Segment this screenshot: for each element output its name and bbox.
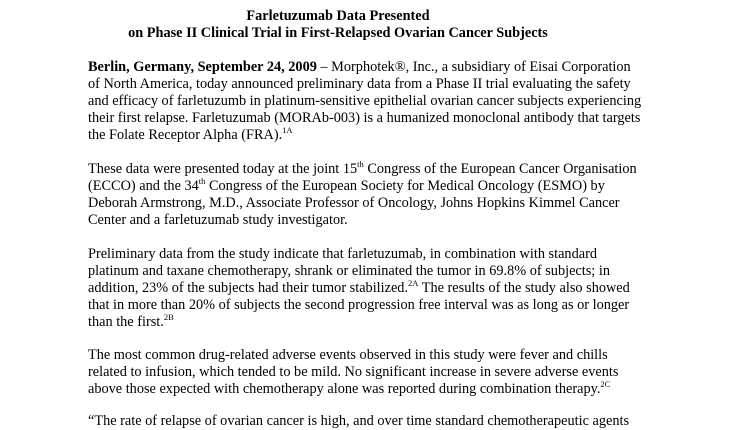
paragraph-5-line-1: “The rate of relapse of ovarian cancer is high, and over time standard chemotherapeutic agents	[88, 413, 630, 429]
paragraph-2-line-4: Center and a farletuzumab study investigator.	[88, 212, 348, 228]
footnote-ref-2c: 2C	[600, 379, 611, 389]
paragraph-2-line-2-text-a: (ECCO) and the 34	[88, 178, 199, 194]
paragraph-1-line-2: of North America, today announced preliminary data from a Phase II trial evaluating the safety	[88, 76, 631, 92]
paragraph-1-line-1-text: – Morphotek®, Inc., a subsidiary of Eisai Corporation	[316, 59, 631, 75]
paragraph-3-line-4: that in more than 20% of subjects the second progression free interval was as long as or longer	[88, 297, 630, 313]
footnote-ref-2a: 2A	[408, 278, 419, 288]
paragraph-1-line-3: and efficacy of farletuzumb in platinum-sensitive epithelial ovarian cancer subjects experiencing	[88, 93, 642, 109]
paragraph-2-line-1-text-b: Congress of the European Cancer Organisation	[363, 161, 637, 177]
paragraph-3-line-3	[88, 280, 630, 297]
ordinal-suffix: th	[198, 176, 206, 186]
title-line-1: Farletuzumab Data Presented	[246, 8, 430, 24]
paragraph-2-line-1	[88, 161, 637, 178]
paragraph-1-line-5	[88, 127, 293, 144]
paragraph-2-line-2	[88, 178, 605, 195]
paragraph-1-line-5-text: the Folate Receptor Alpha (FRA).	[88, 127, 283, 143]
dateline: Berlin, Germany, September 24, 2009	[88, 59, 317, 75]
footnote-ref-1a: 1A	[282, 125, 293, 135]
paragraph-1-line-1	[88, 59, 631, 76]
paragraph-1-line-4: their first relapse. Farletuzumab (MORAb-003) is a humanized monoclonal antibody that targets	[88, 110, 641, 126]
paragraph-3-line-3-text-b: The results of the study also showed	[418, 280, 630, 296]
title-line-2: on Phase II Clinical Trial in First-Relapsed Ovarian Cancer Subjects	[128, 24, 548, 41]
paragraph-3-line-5-text: than the first.	[88, 314, 164, 330]
paragraph-4-line-3-text: above those expected with chemotherapy alone was reported during combination therapy.	[88, 381, 601, 397]
ordinal-suffix: th	[357, 159, 364, 169]
paragraph-2-line-1-text-a: These data were presented today at the joint 15	[88, 161, 358, 177]
paragraph-3-line-2: platinum and taxane chemotherapy, shrank or eliminated the tumor in 69.8% of subjects; in	[88, 263, 610, 279]
paragraph-2-line-3: Deborah Armstrong, M.D., Associate Professor of Oncology, Johns Hopkins Kimmel Cancer	[88, 195, 620, 211]
paragraph-4-line-2: related to infusion, which tended to be mild. No significant increase in severe adverse events	[88, 364, 619, 380]
paragraph-3-line-1: Preliminary data from the study indicate that farletuzumab, in combination with standard	[88, 246, 597, 262]
paragraph-4-line-1: The most common drug-related adverse events observed in this study were fever and chills	[88, 347, 608, 363]
document-title	[0, 8, 676, 42]
footnote-ref-2b: 2B	[163, 312, 174, 322]
paragraph-3-line-5	[88, 314, 174, 331]
paragraph-2-line-2-text-b: Congress of the European Society for Medical Oncology (ESMO) by	[205, 178, 605, 194]
paragraph-4-line-3	[88, 381, 610, 398]
paragraph-3-line-3-text-a: addition, 23% of the subjects had their tumor stabilized.	[88, 280, 409, 296]
